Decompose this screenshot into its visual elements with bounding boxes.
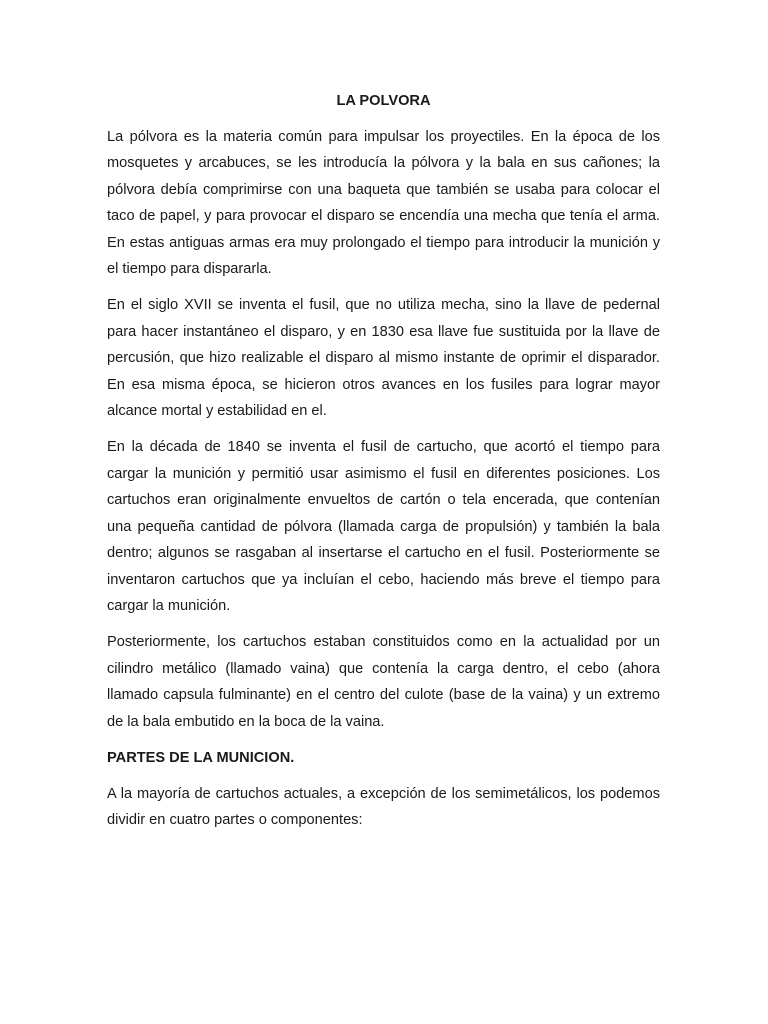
paragraph-1: La pólvora es la materia común para impulsar los proyectiles. En la época de los mosquetes y arcabuces, se les introducía la pólvora y la bala en sus cañones; la pólvora debía comprimirse con una baqueta que también se usaba para colocar el taco de papel, y para provocar el disparo se encendía una mecha que tenía el arma. En estas antiguas armas era muy prolongado el tiempo para introducir la munición y el tiempo para dispararla. — [107, 128, 660, 277]
document-title: LA POLVORA — [336, 93, 431, 109]
section-paragraph: A la mayoría de cartuchos actuales, a excepción de los semimetálicos, los podemos dividir en cuatro partes o componentes: — [107, 785, 660, 828]
paragraph-3: En la década de 1840 se inventa el fusil de cartucho, que acortó el tiempo para cargar la munición y permitió usar asimismo el fusil en diferentes posiciones. Los cartuchos eran originalmente envueltos de cartón o tela encerada, que contenían una pequeña cantidad de pólvora (llamada carga de propulsión) y también la bala dentro; algunos se rasgaban al insertarse el cartucho en el fusil. Posteriormente se inventaron cartuchos que ya incluían el cebo, haciendo más breve el tiempo para cargar la munición. — [107, 439, 660, 614]
paragraph-2: En el siglo XVII se inventa el fusil, que no utiliza mecha, sino la llave de pedernal para hacer instantáneo el disparo, y en 1830 esa llave fue sustituida por la llave de percusión, que hizo realizable el disparo al mismo instante de oprimir el disparador. En esa misma época, se hicieron otros avances en los fusiles para lograr mayor alcance mortal y estabilidad en el. — [107, 297, 660, 419]
document-page — [107, 88, 660, 843]
paragraph-4: Posteriormente, los cartuchos estaban constituidos como en la actualidad por un cilindro metálico (llamado vaina) que contenía la carga dentro, el cebo (ahora llamado capsula fulminante) en el centro del culote (base de la vaina) y un extremo de la bala embutido en la boca de la vaina. — [107, 634, 660, 730]
section-heading: PARTES DE LA MUNICION. — [107, 749, 295, 766]
